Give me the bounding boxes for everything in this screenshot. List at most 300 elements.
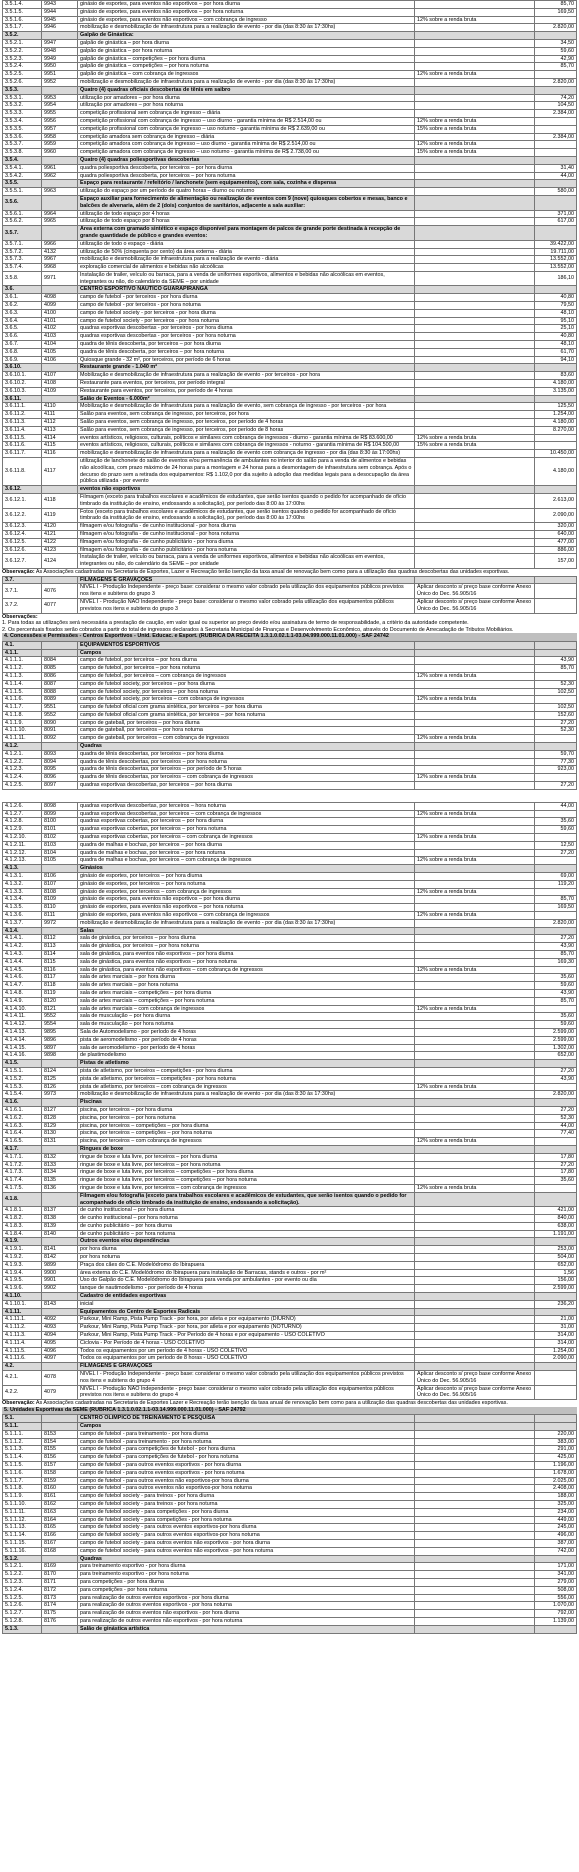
item-percentage [415, 387, 535, 395]
table-row [3, 1316, 577, 1324]
item-percentage [415, 546, 535, 554]
table-row [3, 1610, 577, 1618]
item-percentage [415, 1067, 535, 1075]
item-percentage [415, 309, 535, 317]
item-code: 8128 [42, 1114, 78, 1122]
item-number: 3.6.11.1. [3, 403, 42, 411]
item-description: Filmagem e/ou fotografia (exceto para trabalhos escolares e acadêmicos de estudantes, que serão isentos quando o pedido for acompanhado de ofício timbrado da instituição de ensino, endossando a solicitação). [78, 1192, 415, 1207]
item-price [535, 71, 577, 79]
item-number: 4.1.2.11. [3, 841, 42, 849]
item-price: 77,30 [535, 758, 577, 766]
item-price: 2.613,00 [535, 494, 577, 509]
item-price: 1.139,00 [535, 1617, 577, 1625]
item-description: campo de gateball, por terceiros – por hora noturna [78, 727, 415, 735]
price-table [2, 576, 577, 614]
item-price [535, 810, 577, 818]
table-row [3, 735, 577, 743]
item-percentage [415, 997, 535, 1005]
item-description: de plastimodelismo [78, 1052, 415, 1060]
item-number: 4.1.11.3. [3, 1332, 42, 1340]
item-number: 3.6.11.8. [3, 458, 42, 486]
item-code: 8169 [42, 1563, 78, 1571]
item-percentage [415, 1106, 535, 1114]
table-row [3, 1285, 577, 1293]
item-description: sala de ginástica, para eventos não esportivos – por hora noturna [78, 958, 415, 966]
item-code: 9900 [42, 1269, 78, 1277]
item-price: 59,60 [535, 1021, 577, 1029]
item-price [535, 1192, 577, 1207]
item-percentage [415, 576, 535, 584]
item-number: 4.1.11.2. [3, 1324, 42, 1332]
item-percentage [415, 1485, 535, 1493]
page-gap [0, 790, 579, 802]
table-row [3, 966, 577, 974]
table-row [3, 1177, 577, 1185]
item-number: 4.1.1.10. [3, 727, 42, 735]
item-price: 27,20 [535, 1067, 577, 1075]
table-row [3, 372, 577, 380]
item-description: quadra de malhas e bochas, por terceiros – por hora noturna [78, 849, 415, 857]
item-price [535, 865, 577, 873]
table-row [3, 997, 577, 1005]
table-row [3, 1563, 577, 1571]
item-code [42, 364, 78, 372]
item-percentage [415, 873, 535, 881]
item-description: campo de gateball, por terceiros – por hora diurna [78, 719, 415, 727]
item-percentage [415, 1308, 535, 1316]
item-code: 9948 [42, 47, 78, 55]
table-row [3, 188, 577, 196]
item-code: 8109 [42, 896, 78, 904]
item-code: 8158 [42, 1469, 78, 1477]
section-row [3, 576, 577, 584]
item-description: por hora diurna [78, 1246, 415, 1254]
item-description: Restaurante para eventos, por terceiros, por período integral [78, 380, 415, 388]
item-code [42, 486, 78, 494]
item-percentage [415, 1177, 535, 1185]
item-number: 4.1.11.6. [3, 1355, 42, 1363]
item-number: 3.5.7.3. [3, 256, 42, 264]
table-row [3, 1230, 577, 1238]
item-code: 8102 [42, 834, 78, 842]
item-percentage: 12% sobre a renda bruta [415, 672, 535, 680]
item-percentage [415, 450, 535, 458]
item-code: 4076 [42, 584, 78, 599]
item-percentage [415, 1091, 535, 1099]
item-price [535, 434, 577, 442]
item-price: 12,50 [535, 841, 577, 849]
item-number: 4.1.5.4. [3, 1091, 42, 1099]
item-price [535, 1625, 577, 1633]
item-percentage [415, 1052, 535, 1060]
item-price: 85,70 [535, 665, 577, 673]
item-price: 496,00 [535, 1532, 577, 1540]
item-percentage: 15% sobre a renda bruta [415, 125, 535, 133]
item-code [42, 286, 78, 294]
item-code [42, 576, 78, 584]
item-code: 9967 [42, 256, 78, 264]
item-description: Espaço para restaurante / refeitório / lanchonete (sem equipamentos), com sala, cozinha e dispensa [78, 180, 415, 188]
item-description: mobilização e desmobilização de infraestrutura para a realização de evento - por dia (das 8:30 às 17:30hs) [78, 78, 415, 86]
item-percentage [415, 1571, 535, 1579]
item-description: campo de futebol, por terceiros – por hora noturna [78, 665, 415, 673]
item-price: 102,50 [535, 704, 577, 712]
section-row [3, 1363, 577, 1371]
table-row [3, 546, 577, 554]
section-row [3, 195, 577, 210]
item-code: 8153 [42, 1430, 78, 1438]
item-percentage [415, 271, 535, 286]
item-description: galpão de ginástica – competições – por hora noturna [78, 63, 415, 71]
item-description: campo de futebol society - para treinos - por hora diurna [78, 1493, 415, 1501]
item-price: 39.422,00 [535, 240, 577, 248]
table-row [3, 826, 577, 834]
item-description: quadra de tênis descobertas, por terceiros – com cobrança de ingressos [78, 774, 415, 782]
item-code [42, 1415, 78, 1423]
item-price [535, 1184, 577, 1192]
item-number: 4.1.4. [3, 927, 42, 935]
item-number: 3.6.9. [3, 356, 42, 364]
item-percentage [415, 47, 535, 55]
item-price [535, 364, 577, 372]
item-code: 8143 [42, 1300, 78, 1308]
item-description: ringue de boxe e luta livre, por terceiros – por hora noturna [78, 1161, 415, 1169]
item-number: 3.5.6.2. [3, 218, 42, 226]
item-number: 3.6.11.5. [3, 434, 42, 442]
item-number: 4.1.4.5. [3, 966, 42, 974]
item-percentage [415, 1347, 535, 1355]
table-row [3, 172, 577, 180]
item-number: 4.1.1.9. [3, 719, 42, 727]
item-code: 4105 [42, 348, 78, 356]
table-row [3, 1161, 577, 1169]
section-row [3, 1060, 577, 1068]
item-code: 4098 [42, 294, 78, 302]
item-number: 5.1.1.2. [3, 1438, 42, 1446]
item-percentage [415, 1044, 535, 1052]
item-description: Salão para eventos, sem cobrança de ingresso, por terceiros, por período de 4 horas [78, 419, 415, 427]
table-row [3, 1508, 577, 1516]
item-description: utilização por amadores – por hora diurna [78, 94, 415, 102]
item-number: 3.5.3.4. [3, 117, 42, 125]
table-row [3, 411, 577, 419]
item-price: 2.820,00 [535, 24, 577, 32]
item-price: 325,00 [535, 1500, 577, 1508]
item-percentage [415, 164, 535, 172]
item-number: 4.1.4.7. [3, 982, 42, 990]
item-price: 504,00 [535, 1254, 577, 1262]
item-description: CENTRO OLÍMPICO DE TREINAMENTO E PESQUISA [78, 1415, 415, 1423]
item-number: 4.1.8.2. [3, 1215, 42, 1223]
item-code: 4118 [42, 494, 78, 509]
item-code: 9949 [42, 55, 78, 63]
item-description: Ciclovia - Por Período de 4 horas - USO COLETIVO [78, 1339, 415, 1347]
item-code: 4092 [42, 1316, 78, 1324]
item-description: Filmagem (exceto para trabalhos escolares e acadêmicos de estudantes, que serão isentos quando o pedido for acompanhado de ofício timbrado da instituição de ensino, endossando a solicitação), por período das 8:00 às 17:00hs [78, 494, 415, 509]
item-price: 652,00 [535, 1261, 577, 1269]
item-number: 3.6.3. [3, 309, 42, 317]
item-number: 4.1.7. [3, 1145, 42, 1153]
item-percentage [415, 372, 535, 380]
item-percentage [415, 665, 535, 673]
item-number: 5.1.1.8. [3, 1485, 42, 1493]
item-number: 4.1.2. [3, 743, 42, 751]
item-percentage [415, 86, 535, 94]
table-row [3, 1602, 577, 1610]
item-percentage [415, 1477, 535, 1485]
item-code: 9971 [42, 271, 78, 286]
item-description: Fotos (exceto para trabalhos escolares e acadêmicos de estudantes, que serão isentos quando o pedido for acompanhado de ofício timbrado da instituição de ensino, endossando a solicitação), por período das 8:00 às 17:00hs [78, 508, 415, 523]
table-row [3, 218, 577, 226]
item-description: Todos os equipamentos por um período de 4 horas - USO COLETIVO [78, 1347, 415, 1355]
item-price: 314,00 [535, 1332, 577, 1340]
item-code: 9953 [42, 94, 78, 102]
item-description: piscina, por terceiros – por hora diurna [78, 1106, 415, 1114]
item-number: 3.5.3.6. [3, 133, 42, 141]
item-percentage [415, 1578, 535, 1586]
item-description: Salas [78, 927, 415, 935]
table-row [3, 1130, 577, 1138]
item-number: 4.1.2.4. [3, 774, 42, 782]
item-description: ginásio de esportes, para eventos não esportivos – com cobrança de ingressos [78, 912, 415, 920]
item-code: 8097 [42, 782, 78, 790]
item-price [535, 1060, 577, 1068]
item-description: Uso do Galpão do C.E. Modelódromo do Ibirapuera para venda por ambulantes - por evento ou dia [78, 1277, 415, 1285]
item-number: 3.6.10. [3, 364, 42, 372]
table-row [3, 1005, 577, 1013]
item-number: 4.1.5.3. [3, 1083, 42, 1091]
item-percentage: Aplicar desconto s/ preço base conforme Anexo Único do Dec. 56.905/16 [415, 1385, 535, 1400]
item-number: 4.1.1.7. [3, 704, 42, 712]
item-price: 220,00 [535, 1430, 577, 1438]
item-price [535, 743, 577, 751]
item-price [535, 1145, 577, 1153]
item-description: quadra poliesportiva descoberta, por terceiros – por hora diurna [78, 164, 415, 172]
item-description: filmagem e/ou fotografia - de cunho institucional - por hora noturna [78, 530, 415, 538]
item-code [42, 641, 78, 649]
item-percentage [415, 904, 535, 912]
table-row [3, 1332, 577, 1340]
item-code: 8175 [42, 1610, 78, 1618]
item-code: 9961 [42, 164, 78, 172]
item-number: 5.1.1.7. [3, 1477, 42, 1485]
item-price: 1.254,00 [535, 1347, 577, 1355]
item-description: sala de artes marciais – competições – por hora diurna [78, 989, 415, 997]
item-percentage [415, 380, 535, 388]
item-percentage [415, 750, 535, 758]
table-row [3, 141, 577, 149]
item-code: 8114 [42, 951, 78, 959]
item-price: 886,00 [535, 546, 577, 554]
item-price: 44,00 [535, 802, 577, 810]
item-code: 8088 [42, 688, 78, 696]
item-price: 1.254,00 [535, 411, 577, 419]
item-price: 2.599,00 [535, 1036, 577, 1044]
item-percentage: Aplicar desconto s/ preço base conforme Anexo Único do Dec. 56.905/16 [415, 1371, 535, 1386]
item-number: 4.1.4.8. [3, 989, 42, 997]
item-code: 8120 [42, 997, 78, 1005]
item-code [42, 86, 78, 94]
item-percentage [415, 302, 535, 310]
item-price [535, 117, 577, 125]
item-percentage [415, 1508, 535, 1516]
item-number: 3.6.2. [3, 302, 42, 310]
table-row [3, 758, 577, 766]
item-percentage [415, 1269, 535, 1277]
section-row [3, 156, 577, 164]
item-price: 341,00 [535, 1571, 577, 1579]
item-code: 8108 [42, 888, 78, 896]
item-percentage: 12% sobre a renda bruta [415, 696, 535, 704]
item-code: 8176 [42, 1617, 78, 1625]
item-price [535, 180, 577, 188]
table-row [3, 958, 577, 966]
item-number: 4.1.3.3. [3, 888, 42, 896]
item-price: 95,10 [535, 317, 577, 325]
item-price: 2.820,00 [535, 919, 577, 927]
item-code [42, 1625, 78, 1633]
item-description: campo de futebol - para treinamento - por hora noturna [78, 1438, 415, 1446]
item-price: 25,10 [535, 325, 577, 333]
item-code: 8087 [42, 680, 78, 688]
item-number: 5.1.1.5. [3, 1461, 42, 1469]
item-price [535, 226, 577, 241]
item-description: quadras esportivas cobertas, por terceiros – por hora noturna [78, 826, 415, 834]
item-percentage [415, 826, 535, 834]
item-number: 3.6.11.7. [3, 450, 42, 458]
item-code: 9896 [42, 1036, 78, 1044]
item-description: quadra de tênis descoberta, por terceiros – por hora diurna [78, 341, 415, 349]
item-price: 44,00 [535, 172, 577, 180]
item-code: 9946 [42, 24, 78, 32]
item-percentage [415, 1516, 535, 1524]
item-number: 3.5.7.2. [3, 248, 42, 256]
item-code: 9899 [42, 1261, 78, 1269]
table-row [3, 873, 577, 881]
item-price: 2.090,00 [535, 508, 577, 523]
item-code: 8116 [42, 966, 78, 974]
item-description: para realização de outros eventos não esportivos - por hora noturna [78, 1617, 415, 1625]
item-code: 4116 [42, 450, 78, 458]
item-description: ringue de boxe e luta livre, por terceiros – competições – por hora noturna [78, 1177, 415, 1185]
item-number: 3.6.11. [3, 395, 42, 403]
item-description: sala de musculação – por hora diurna [78, 1013, 415, 1021]
item-code: 8105 [42, 857, 78, 865]
item-code: 4121 [42, 530, 78, 538]
item-number: 3.5.2.5. [3, 71, 42, 79]
item-price: 2.599,00 [535, 1028, 577, 1036]
item-percentage [415, 248, 535, 256]
table-row [3, 302, 577, 310]
item-percentage [415, 133, 535, 141]
item-percentage [415, 1524, 535, 1532]
item-number: 4.1.1.8. [3, 711, 42, 719]
item-percentage [415, 1222, 535, 1230]
table-row [3, 782, 577, 790]
item-description: piscina, por terceiros – por hora noturna [78, 1114, 415, 1122]
item-number: 3.5.4. [3, 156, 42, 164]
item-description: quadra de malhas e bochas, por terceiros – por hora diurna [78, 841, 415, 849]
item-price: 1.070,00 [535, 1602, 577, 1610]
item-price: 652,00 [535, 1052, 577, 1060]
table-row [3, 802, 577, 810]
item-percentage [415, 110, 535, 118]
item-description: ringue de boxe e luta livre, por terceiros – competições – por hora diurna [78, 1169, 415, 1177]
item-number: 5.1.2.5. [3, 1594, 42, 1602]
item-price: 508,00 [535, 1586, 577, 1594]
item-percentage [415, 78, 535, 86]
item-number: 3.5.1.4. [3, 1, 42, 9]
item-code [42, 226, 78, 241]
item-price: 2.384,00 [535, 133, 577, 141]
item-percentage [415, 1207, 535, 1215]
item-number: 4.1.9.4. [3, 1269, 42, 1277]
table-row [3, 1122, 577, 1130]
item-percentage [415, 1293, 535, 1301]
item-code: 8091 [42, 727, 78, 735]
item-number: 4.1.1.1. [3, 657, 42, 665]
item-number: 4.1.3.7. [3, 919, 42, 927]
item-number: 4.1.2.9. [3, 826, 42, 834]
item-percentage [415, 333, 535, 341]
item-code: 4096 [42, 1347, 78, 1355]
item-description: Outros eventos e/ou dependências [78, 1238, 415, 1246]
item-description: ginásio de esportes, por terceiros – com cobrança de ingressos [78, 888, 415, 896]
item-number: 4.1.6.4. [3, 1130, 42, 1138]
section-row [3, 641, 577, 649]
section-row [3, 395, 577, 403]
item-percentage [415, 348, 535, 356]
item-code: 9966 [42, 240, 78, 248]
item-price: 77,40 [535, 1130, 577, 1138]
item-number: 3.5.1.7. [3, 24, 42, 32]
item-description: quadras esportivas cobertas, por terceiros – por hora diurna [78, 818, 415, 826]
item-code [42, 1363, 78, 1371]
item-description: ginásio de esportes, para eventos não esportivos – por hora noturna [78, 8, 415, 16]
item-code: 9943 [42, 1, 78, 9]
item-description: pista de atletismo, por terceiros – competições - por hora noturna [78, 1075, 415, 1083]
item-code: 4094 [42, 1332, 78, 1340]
item-price [535, 1371, 577, 1386]
item-price: 27,20 [535, 1106, 577, 1114]
item-description: campo de futebol society, por terceiros – por hora noturna [78, 688, 415, 696]
item-price: 85,70 [535, 896, 577, 904]
item-percentage [415, 172, 535, 180]
item-percentage [415, 523, 535, 531]
item-number: 5.1.2. [3, 1555, 42, 1563]
item-number: 4.1.2.3. [3, 766, 42, 774]
item-price [535, 149, 577, 157]
table-row [3, 896, 577, 904]
table-row [3, 1385, 577, 1400]
item-price: 102,50 [535, 688, 577, 696]
item-code [42, 1060, 78, 1068]
item-percentage [415, 1013, 535, 1021]
item-number: 3.6.10.2. [3, 380, 42, 388]
item-description: Área externa com gramado sintético e espaço disponível para montagem de palcos de grande porte destinada à recepção de grande quantidade de público e grandes eventos: [78, 226, 415, 241]
item-code: 8098 [42, 802, 78, 810]
item-description: campo de futebol oficial com grama sintética, por terceiros – por hora noturna [78, 711, 415, 719]
item-code: 8084 [42, 657, 78, 665]
table-row [3, 55, 577, 63]
item-number: 4.1.1.11. [3, 735, 42, 743]
item-percentage [415, 802, 535, 810]
table-row [3, 1052, 577, 1060]
item-number: 4.1.6.1. [3, 1106, 42, 1114]
item-percentage [415, 264, 535, 272]
item-description: pista de atletismo, por terceiros – competições - por hora diurna [78, 1067, 415, 1075]
item-percentage [415, 218, 535, 226]
